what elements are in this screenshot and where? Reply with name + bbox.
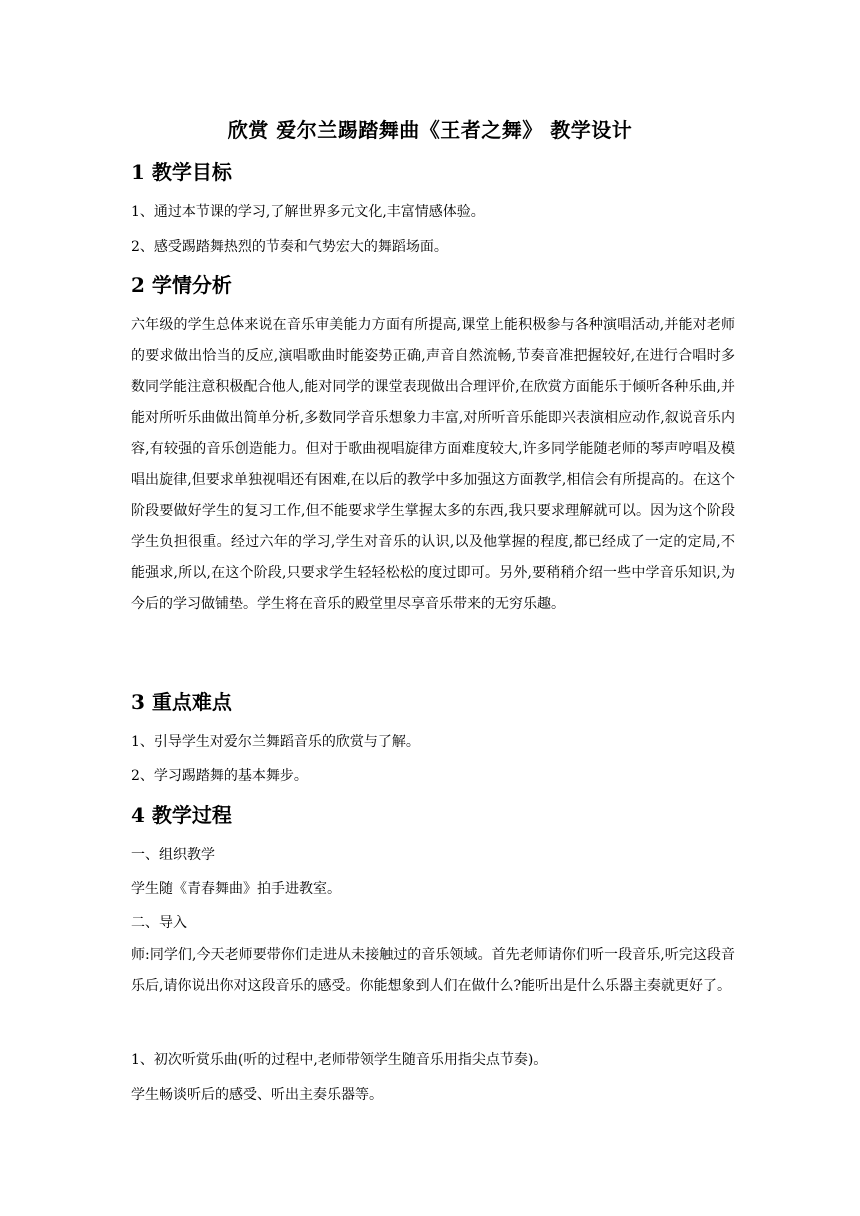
document-title: 欣赏 爱尔兰踢踏舞曲《王者之舞》 教学设计: [227, 118, 633, 142]
process-step-label: 一、组织教学: [131, 847, 215, 863]
process-step-item: 1、初次听赏乐曲(听的过程中,老师带领学生随音乐用指尖点节奏)。: [131, 1052, 548, 1068]
section-heading-analysis: 2 学情分析: [131, 273, 232, 297]
objective-item: 1、通过本节课的学习,了解世界多元文化,丰富情感体验。: [131, 204, 485, 220]
process-step-paragraph: 师:同学们,今天老师要带你们走进从未接触过的音乐领域。首先老师请你们听一段音乐,听完这段音乐后,请你说出你对这段音乐的感受。你能想象到人们在做什么?能听出是什么乐器主奏就更好了。: [131, 947, 735, 994]
analysis-paragraph: 六年级的学生总体来说在音乐审美能力方面有所提高,课堂上能积极参与各种演唱活动,并能对老师的要求做出恰当的反应,演唱歌曲时能姿势正确,声音自然流畅,节奏音准把握较好,在进行合唱时多数同学能注意积极配合他人,能对同学的课堂表现做出合理评价,在欣赏方面能乐于倾听各种乐曲,并能对所听乐曲做出简单分析,多数同学音乐想象力丰富,对所听音乐能即兴表演相应动作,叙说音乐内容,有较强的音乐创造能力。但对于歌曲视唱旋律方面难度较大,许多同学能随老师的琴声哼唱及模唱出旋律,但要求单独视唱还有困难,在以后的教学中多加强这方面教学,相信会有所提高的。在这个阶段要做好学生的复习工作,但不能要求学生掌握太多的东西,我只要求理解就可以。因为这个阶段学生负担很重。经过六年的学习,学生对音乐的认识,以及他掌握的程度,都已经成了一定的定局,不能强求,所以,在这个阶段,只要求学生轻轻松松的度过即可。另外,要稍稍介绍一些中学音乐知识,为今后的学习做铺垫。学生将在音乐的殿堂里尽享音乐带来的无穷乐趣。: [131, 317, 735, 612]
objective-item: 2、感受踢踏舞热烈的节奏和气势宏大的舞蹈场面。: [131, 239, 448, 255]
process-step-label: 二、导入: [131, 915, 187, 931]
process-step-item: 学生畅谈听后的感受、听出主奏乐器等。: [131, 1087, 383, 1103]
key-point-item: 2、学习踢踏舞的基本舞步。: [131, 768, 308, 784]
section-heading-process: 4 教学过程: [131, 803, 232, 827]
process-step-text: 学生随《青春舞曲》拍手进教室。: [131, 881, 341, 897]
section-heading-objectives: 1 教学目标: [131, 160, 232, 184]
section-heading-key-points: 3 重点难点: [131, 690, 232, 714]
key-point-item: 1、引导学生对爱尔兰舞蹈音乐的欣赏与了解。: [131, 734, 420, 750]
